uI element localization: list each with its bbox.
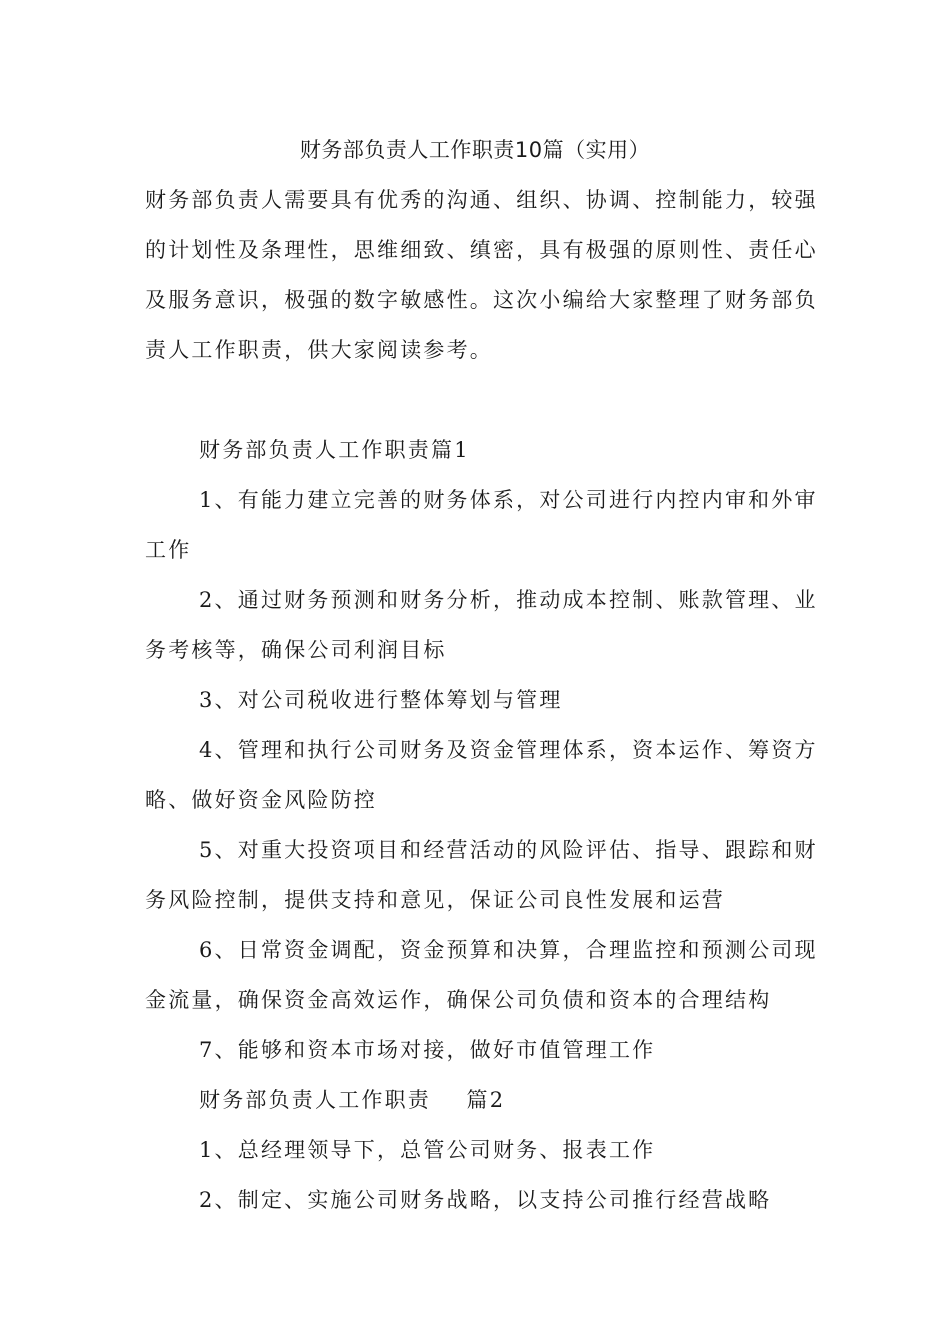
duty-item-5-line: 务风险控制，提供支持和意见，保证公司良性发展和运营 (145, 888, 725, 912)
section-heading-2: 财务部负责人工作职责 篇2 (199, 1088, 506, 1112)
intro-paragraph-line: 及服务意识，极强的数字敏感性。这次小编给大家整理了财务部负 (145, 288, 818, 312)
duty-item-1-line: 1、总经理领导下，总管公司财务、报表工作 (199, 1138, 656, 1162)
duty-item-2-line: 2、通过财务预测和财务分析，推动成本控制、账款管理、业 (199, 588, 818, 612)
intro-paragraph-line: 责人工作职责，供大家阅读参考。 (145, 338, 493, 362)
duty-item-3-line: 3、对公司税收进行整体筹划与管理 (199, 688, 563, 712)
section-heading-1: 财务部负责人工作职责篇1 (199, 438, 470, 462)
duty-item-5-line: 5、对重大投资项目和经营活动的风险评估、指导、跟踪和财 (199, 838, 818, 862)
duty-item-7-line: 7、能够和资本市场对接，做好市值管理工作 (199, 1038, 656, 1062)
intro-paragraph-line: 的计划性及条理性，思维细致、缜密，具有极强的原则性、责任心 (145, 238, 818, 262)
duty-item-4-line: 略、做好资金风险防控 (145, 788, 377, 812)
intro-paragraph-line: 财务部负责人需要具有优秀的沟通、组织、协调、控制能力，较强 (145, 188, 818, 212)
duty-item-4-line: 4、管理和执行公司财务及资金管理体系，资本运作、筹资方 (199, 738, 818, 762)
duty-item-2-line: 2、制定、实施公司财务战略，以支持公司推行经营战略 (199, 1188, 772, 1212)
duty-item-1-line: 1、有能力建立完善的财务体系，对公司进行内控内审和外审 (199, 488, 818, 512)
document-title: 财务部负责人工作职责10篇（实用） (299, 138, 651, 162)
duty-item-6-line: 金流量，确保资金高效运作，确保公司负债和资本的合理结构 (145, 988, 772, 1012)
duty-item-1-line: 工作 (145, 538, 192, 562)
duty-item-2-line: 务考核等，确保公司利润目标 (145, 638, 447, 662)
duty-item-6-line: 6、日常资金调配，资金预算和决算，合理监控和预测公司现 (199, 938, 818, 962)
